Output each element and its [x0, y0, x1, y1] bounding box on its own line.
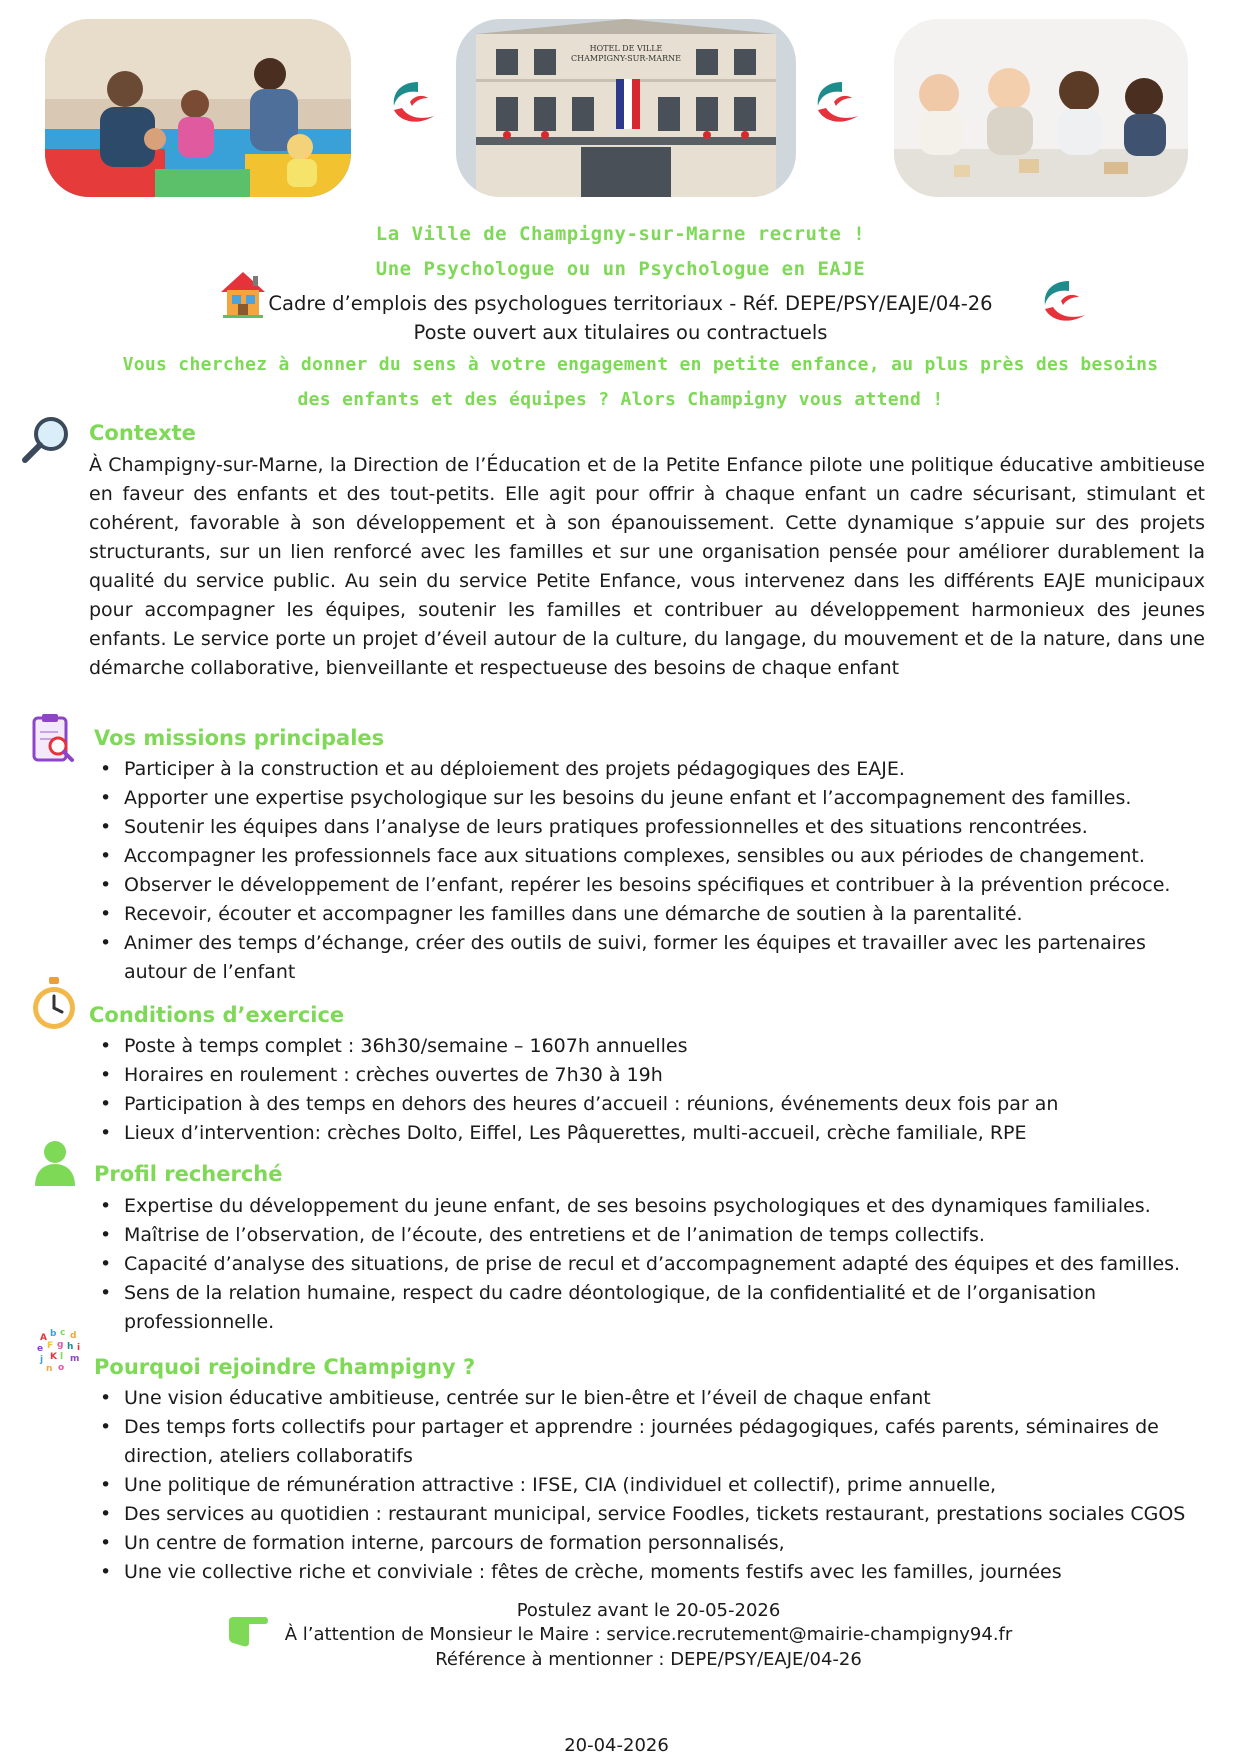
profil-title: Profil recherché: [94, 1162, 283, 1186]
list-item: • Accompagner les professionnels face aux situations complexes, sensibles ou aux périodes de changement.: [100, 842, 1210, 871]
missions-list: [100, 755, 1210, 987]
city-hall-photo: [456, 19, 796, 197]
svg-text:j: j: [40, 1355, 44, 1365]
magnifier-icon: [20, 414, 72, 466]
svg-text:K: K: [50, 1352, 57, 1362]
svg-text:i: i: [77, 1343, 81, 1353]
contexte-text: À Champigny-sur-Marne, la Direction de l’Éducation et de la Petite Enfance pilote une politique éducative ambitieuse en faveur des enfants et des tout-petits. Elle agit pour offrir à chaque enfant un cadre sécurisant, stimulant et cohérent, favorable à son développement et à son épanouissement. Cette dynamique s’appuie sur des projets structurants, sur un lien renforcé avec les familles et sur une organisation pensée pour améliorer durablement la qualité du service public. Au sein du service Petite Enfance, vous intervenez dans les différents EAJE municipaux pour accompagner les équipes, soutenir les familles et contribuer au développement harmonieux des jeunes enfants. Le service porte un projet d’éveil autour de la culture, du langage, du mouvement et de la nature, dans une démarche collaborative, bienveillante et respectueuse des besoins de chaque enfant: [89, 454, 1205, 679]
svg-text:A: A: [40, 1333, 47, 1343]
toddlers-playing-photo: [894, 19, 1188, 197]
svg-text:F: F: [47, 1341, 54, 1351]
list-item: • Capacité d’analyse des situations, de prise de recul et d’accompagnement adapté des équipes et des familles.: [100, 1250, 1210, 1279]
list-item: • Une vie collective riche et conviviale : fêtes de crèche, moments festifs avec les familles, journées: [100, 1558, 1210, 1587]
deadline: Postulez avant le 20-05-2026: [516, 1600, 781, 1621]
list-item: • Participer à la construction et au déploiement des projets pédagogiques des EAJE.: [100, 755, 1210, 784]
svg-text:b: b: [50, 1329, 57, 1339]
list-item: • Observer le développement de l’enfant, repérer les besoins spécifiques et contribuer à la prévention précoce.: [100, 871, 1210, 900]
list-item: • Une vision éducative ambitieuse, centrée sur le bien-être et l’éveil de chaque enfant: [100, 1384, 1210, 1413]
list-item: • Recevoir, écouter et accompagner les familles dans une démarche de soutien à la parentalité.: [100, 900, 1210, 929]
champigny-logo-icon: [812, 76, 864, 128]
headline-recrute: La Ville de Champigny-sur-Marne recrute !: [375, 223, 866, 245]
champigny-logo-icon: [388, 76, 440, 128]
list-item: • Participation à des temps en dehors des heures d’accueil : réunions, événements deux fois par an: [100, 1090, 1210, 1119]
user-icon: [33, 1140, 77, 1186]
building-sign: HOTEL DE VILLE: [589, 44, 663, 53]
colorful-head-icon: [34, 1326, 86, 1376]
pourquoi-title: Pourquoi rejoindre Champigny ?: [94, 1355, 476, 1379]
contact-email: À l’attention de Monsieur le Maire : service.recrutement@mairie-champigny94.fr: [284, 1624, 1013, 1645]
list-item: • Maîtrise de l’observation, de l’écoute, des entretiens et de l’animation de temps collectifs.: [100, 1221, 1210, 1250]
reference-footer: Référence à mentionner : DEPE/PSY/EAJE/04-26: [435, 1649, 862, 1670]
list-item: • Horaires en roulement : crèches ouvertes de 7h30 à 19h: [100, 1061, 1210, 1090]
list-item: • Expertise du développement du jeune enfant, de ses besoins psychologiques et des dynamiques familiales.: [100, 1192, 1210, 1221]
list-item: • Apporter une expertise psychologique sur les besoins du jeune enfant et l’accompagnement des familles.: [100, 784, 1210, 813]
champigny-logo-icon: [1039, 275, 1091, 327]
stopwatch-icon: [30, 976, 78, 1032]
clipboard-search-icon: [28, 712, 78, 764]
list-item: • Une politique de rémunération attractive : IFSE, CIA (individuel et collectif), prime annuelle,: [100, 1471, 1210, 1500]
list-item: • Soutenir les équipes dans l’analyse de leurs pratiques professionnelles et des situations rencontrées.: [100, 813, 1210, 842]
svg-text:o: o: [58, 1363, 65, 1373]
svg-text:h: h: [67, 1342, 74, 1352]
conditions-list: [100, 1032, 1210, 1148]
svg-text:e: e: [37, 1344, 44, 1354]
svg-text:g: g: [57, 1340, 64, 1350]
contexte-title: Contexte: [89, 421, 196, 445]
list-item: • Des services au quotidien : restaurant municipal, service Foodles, tickets restaurant, prestations sociales CGOS: [100, 1500, 1210, 1529]
tagline-line1: Vous cherchez à donner du sens à votre engagement en petite enfance, au plus près des besoins: [122, 354, 1159, 375]
missions-title: Vos missions principales: [94, 726, 385, 750]
profil-list: [100, 1192, 1210, 1337]
tagline-line2: des enfants et des équipes ? Alors Champigny vous attend !: [297, 389, 944, 410]
list-item: • Un centre de formation interne, parcours de formation personnalisés,: [100, 1529, 1210, 1558]
poste-ouvert: Poste ouvert aux titulaires ou contractuels: [413, 321, 828, 344]
svg-text:l: l: [60, 1352, 64, 1362]
daycare-group-photo: [45, 19, 351, 197]
svg-text:d: d: [70, 1331, 77, 1341]
list-item: • Lieux d’intervention: crèches Dolto, Eiffel, Les Pâquerettes, multi-accueil, crèche familiale, RPE: [100, 1119, 1210, 1148]
document-date: 20-04-2026: [564, 1735, 669, 1756]
cadre-reference: Cadre d’emplois des psychologues territoriaux - Réf. DEPE/PSY/EAJE/04-26: [268, 292, 993, 315]
list-item: • Sens de la relation humaine, respect du cadre déontologique, de la confidentialité et de l’organisation professionnelle.: [100, 1279, 1154, 1337]
headline-poste: Une Psychologue ou un Psychologue en EAJE: [375, 258, 866, 280]
list-item: • Poste à temps complet : 36h30/semaine – 1607h annuelles: [100, 1032, 1210, 1061]
list-item: • Animer des temps d’échange, créer des outils de suivi, former les équipes et travailler avec les partenaires autour de l’enfant: [100, 929, 1186, 987]
list-item: • Des temps forts collectifs pour partager et apprendre : journées pédagogiques, cafés parents, séminaires de direction, ateliers collaboratifs: [100, 1413, 1210, 1471]
svg-text:m: m: [70, 1354, 80, 1364]
svg-text:c: c: [60, 1328, 66, 1338]
svg-text:CHAMPIGNY-SUR-MARNE: CHAMPIGNY-SUR-MARNE: [571, 54, 681, 63]
conditions-title: Conditions d’exercice: [89, 1003, 345, 1027]
pourquoi-list: [100, 1384, 1210, 1587]
svg-text:n: n: [46, 1364, 53, 1374]
